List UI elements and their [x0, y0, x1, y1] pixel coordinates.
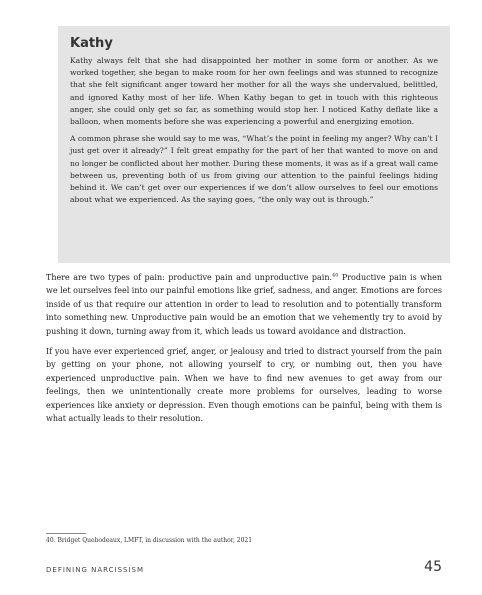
sidebar-title: Kathy — [70, 36, 113, 51]
body-paragraph-2: If you have ever experienced grief, anger, or jealousy and tried to distract yourself from the pain by getting on your phone, not allowing yourself to cry, or numbing out, then you have experienced unproductive pain. When we have to find new avenues to get away from our feelings, then we unintentionally create more problems for ourselves, leading to worse experiences like anxiety or depression. Even though emotions can be painful, being with them is what actually leads to their resolution. — [46, 347, 442, 424]
page-number: 45 — [424, 559, 442, 575]
sidebar-paragraph-1: Kathy always felt that she had disappointed her mother in some form or another. As we worked together, she began to make room for her own feelings and was stunned to recognize that she felt significant anger toward her mother for all the ways she undervalued, belittled, and ignored Kathy most of her life. When Kathy began to get in touch with this righteous anger, she could only get so far, as something would stop her. I noticed Kathy deflate like a balloon, when moments before she was experiencing a powerful and energizing emotion. — [70, 56, 438, 127]
body-paragraph-1-lead: There are two types of pain: productive pain and unproductive pain. — [46, 273, 333, 282]
sidebar-paragraph-2: A common phrase she would say to me was, “What’s the point in feeling my anger? Why can’t I just get over it already?” I felt great empathy for the part of her that wanted to move on and no longer be conflicted about her mother. During these moments, it was as if a great wall came between us, preventing both of us from giving our attention to the painful feelings hiding behind it. We can’t get over our experiences if we don’t allow ourselves to feel our emotions about what we experienced. As the saying goes, “the only way out is through.” — [70, 134, 438, 205]
running-head: DEFINING NARCISSISM — [46, 566, 145, 574]
body-paragraph-1-rest: Productive pain is when we let ourselves feel into our painful emotions like grief, sadness, and anger. Emotions are forces inside of us that require our attention in order to lead to resolution and to potentially transform into something new. Unproductive pain would be an emotion that we vehemently try to avoid by pushing it down, turning away from it, which leads us toward avoidance and distraction. — [46, 273, 443, 336]
footnote-reference: 40 — [332, 272, 339, 279]
footnote: 40. Bridget Quebodeaux, LMFT, in discussion with the author, 2021 — [46, 537, 253, 544]
body-paragraph-1 — [46, 271, 442, 338]
footnote-divider — [46, 533, 86, 534]
main-body — [46, 271, 442, 432]
case-study-sidebar — [58, 26, 450, 263]
